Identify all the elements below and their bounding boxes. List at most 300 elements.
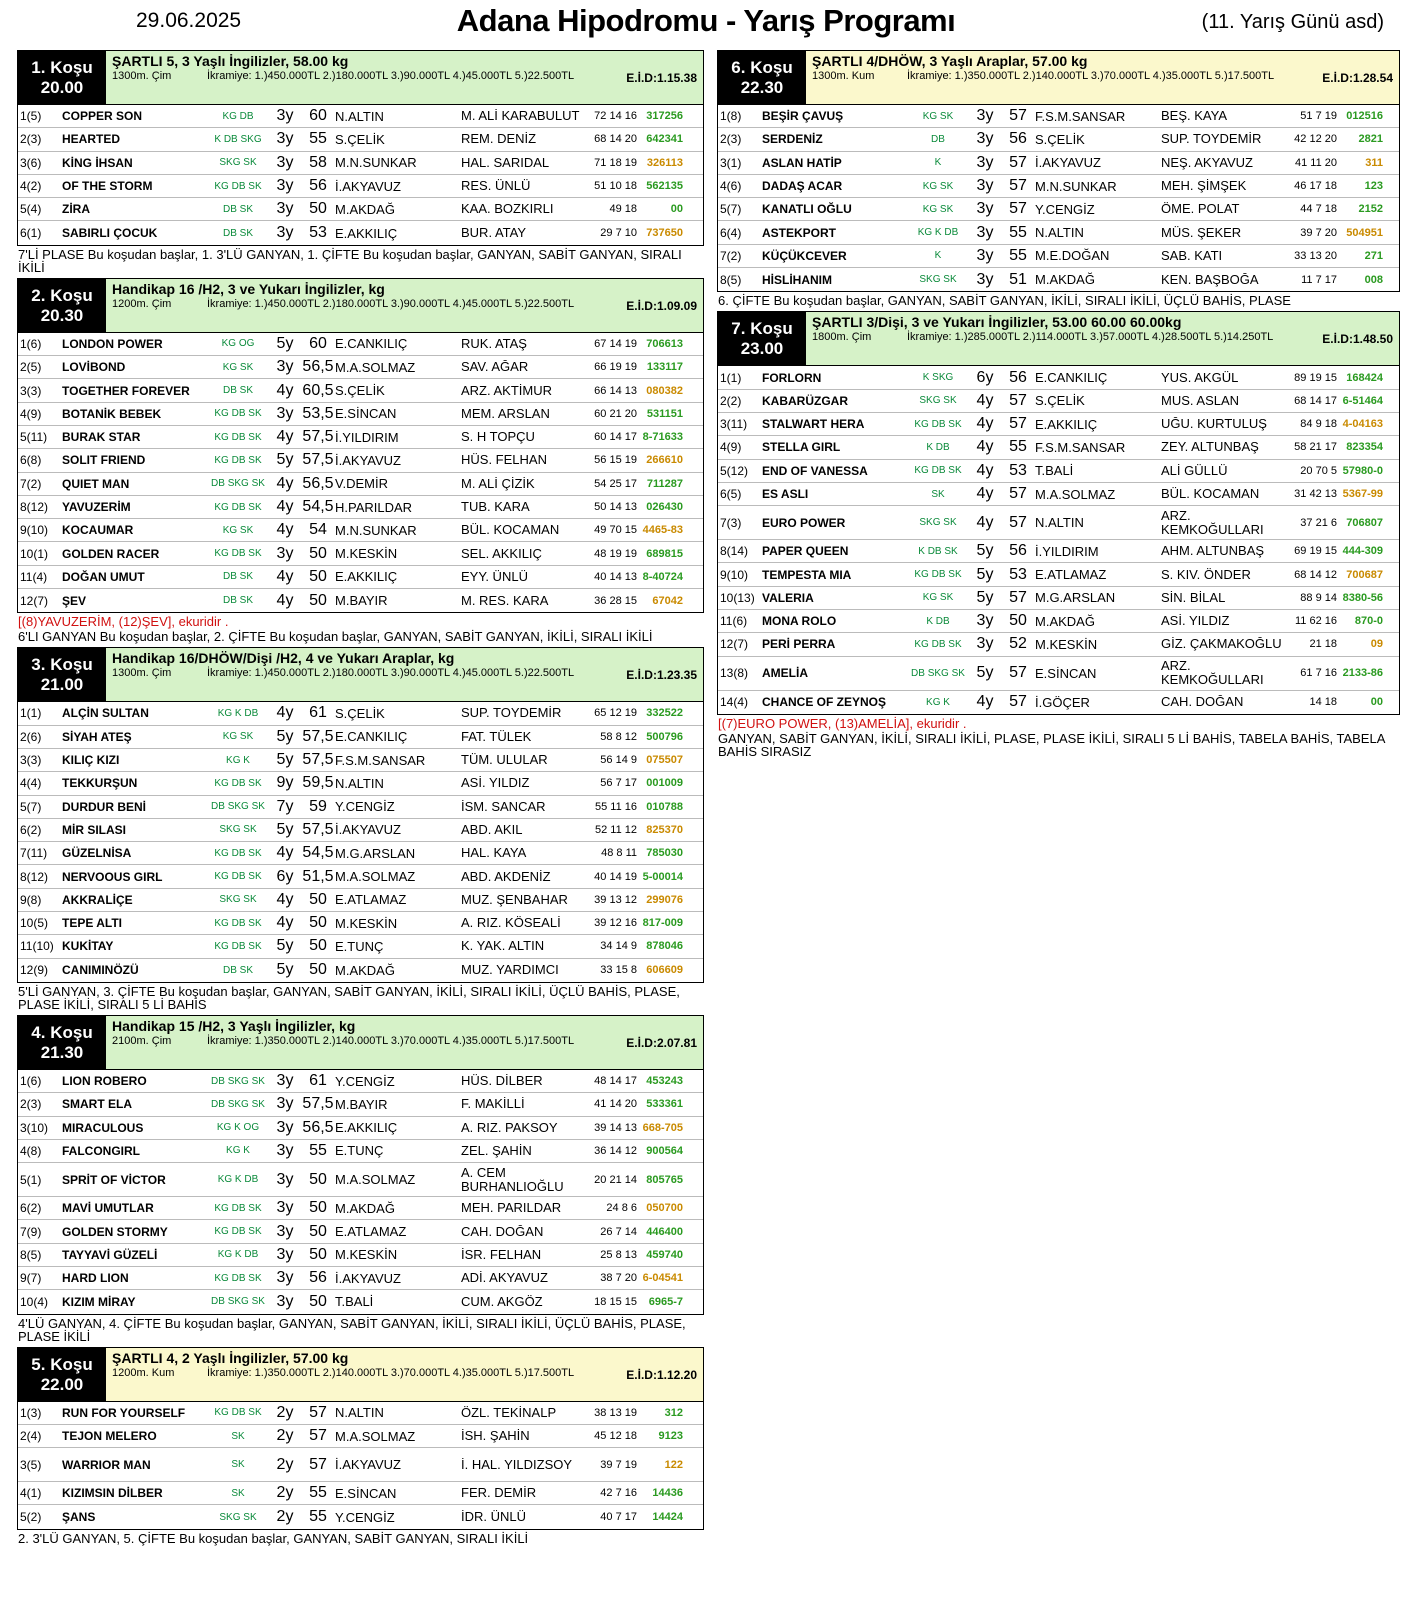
jockey-name: M.N.SUNKAR (335, 522, 417, 538)
owner-name: FAT. TÜLEK (461, 729, 532, 744)
horse-stats: 42 7 16 (600, 1487, 637, 1500)
jockey-name: E.ATLAMAZ (1035, 567, 1107, 583)
horse-row (18, 175, 703, 198)
horse-name: MONA ROLO (762, 614, 837, 629)
horse-name: ŞANS (62, 1510, 96, 1525)
owner-name: K. YAK. ALTIN (461, 939, 545, 954)
horse-stats: 29 7 10 (600, 227, 637, 240)
horse-row (18, 1070, 703, 1093)
race-record: E.İ.D:1.23.35 (626, 668, 697, 683)
horse-age: 5y (276, 820, 294, 838)
horse-weight: 60 (309, 334, 327, 352)
equipment: KG K DB (217, 707, 259, 719)
owner-name: KAA. BOZKIRLI (461, 202, 554, 217)
jockey-name: M.E.DOĞAN (1035, 248, 1110, 264)
horse-number: 2(6) (20, 729, 42, 744)
horse-number: 5(12) (720, 463, 749, 478)
equipment: SKG SK (919, 395, 957, 407)
horse-number: 1(6) (20, 336, 42, 351)
horse-stats: 45 12 18 (594, 1430, 637, 1443)
horse-row (18, 542, 703, 565)
horse-number: 6(5) (720, 487, 742, 501)
horse-stats: 42 12 20 (1294, 133, 1337, 146)
horse-row (18, 865, 703, 888)
horse-row (18, 589, 703, 612)
horse-age: 4y (976, 438, 994, 456)
jockey-name: M.AKDAĞ (335, 1200, 395, 1216)
owner-name: MÜS. ŞEKER (1161, 225, 1242, 240)
jockey-name: M.N.SUNKAR (335, 155, 417, 171)
horse-stats: 68 14 20 (594, 133, 637, 146)
horse-weight: 57 (309, 1427, 327, 1445)
horse-weight: 57 (1009, 153, 1027, 171)
horse-age: 5y (276, 727, 294, 745)
horse-number: 3(6) (20, 155, 42, 170)
horse-number: 3(11) (720, 417, 748, 432)
horse-stats: 51 7 19 (1300, 110, 1337, 123)
horse-weight: 50 (309, 567, 327, 585)
jockey-name: M.KESKİN (335, 546, 398, 562)
horse-number: 1(5) (20, 109, 42, 124)
horse-weight: 50 (309, 1245, 327, 1263)
jockey-name: M.A.SOLMAZ (335, 1172, 416, 1188)
horse-age: 6y (276, 867, 294, 885)
owner-name: BEŞ. KAYA (1161, 109, 1227, 124)
jockey-name: Y.CENGİZ (335, 1073, 395, 1089)
horse-name: FALCONGIRL (62, 1143, 140, 1158)
horse-name: PAPER QUEEN (762, 544, 849, 559)
horse-stats: 52 11 12 (594, 823, 637, 836)
horse-weight: 56,5 (302, 474, 334, 492)
horse-number: 10(5) (20, 916, 49, 931)
horse-name: RUN FOR YOURSELF (62, 1405, 186, 1420)
horse-number: 1(1) (20, 706, 42, 721)
horse-weight: 57,5 (302, 428, 334, 446)
race-block (717, 50, 1400, 292)
horse-weight: 50 (309, 890, 327, 908)
horse-stats: 48 14 17 (594, 1075, 637, 1088)
horse-row (18, 379, 703, 402)
equipment: SKG SK (919, 517, 957, 529)
jockey-name: M.N.SUNKAR (1035, 178, 1117, 194)
jockey-name: M.A.SOLMAZ (335, 869, 416, 885)
horse-weight: 53 (309, 224, 327, 242)
horse-age: 7y (276, 797, 294, 815)
form-figures: 133117 (646, 361, 683, 374)
horse-row (18, 1290, 703, 1313)
equipment: KG K DB (217, 1249, 259, 1261)
equipment: KG DB SK (214, 1272, 262, 1284)
jockey-name: E.SİNCAN (1035, 665, 1097, 681)
horse-stats: 67 14 19 (594, 337, 637, 350)
race-conditions: ŞARTLI 4/DHÖW, 3 Yaşlı Araplar, 57.00 kg (812, 53, 1088, 69)
horse-weight: 58 (309, 153, 327, 171)
jockey-name: E.AKKILIÇ (1035, 416, 1098, 432)
equipment: KG K (226, 1145, 250, 1157)
horse-name: STALWART HERA (762, 417, 865, 432)
race-header (718, 312, 1399, 366)
horse-age: 4y (276, 567, 294, 585)
form-figures: 805765 (646, 1173, 683, 1186)
equipment: SKG SK (219, 157, 257, 169)
horse-weight: 57 (1009, 693, 1027, 711)
owner-name: İSM. SANCAR (461, 799, 546, 814)
horse-age: 3y (276, 1269, 294, 1287)
race-number: 4. Koşu (31, 1022, 93, 1042)
owner-name: ARZ. AKTİMUR (461, 383, 553, 398)
horse-age: 3y (976, 177, 994, 195)
horse-weight: 50 (309, 1170, 327, 1188)
horse-number: 8(5) (20, 1247, 42, 1262)
owner-name: İDR. ÜNLÜ (461, 1510, 527, 1525)
horse-number: 9(10) (720, 567, 749, 582)
race-header (18, 1016, 703, 1070)
form-figures: 606609 (646, 964, 683, 977)
horse-age: 5y (276, 334, 294, 352)
horse-name: SPRİT OF VİCTOR (62, 1172, 166, 1187)
horse-number: 2(3) (720, 132, 742, 147)
horse-age: 3y (276, 1118, 294, 1136)
horse-age: 3y (976, 635, 994, 653)
owner-name: ABD. AKDENİZ (461, 869, 551, 884)
horse-stats: 40 14 19 (594, 870, 637, 883)
horse-number: 1(8) (720, 109, 742, 124)
horse-row (718, 221, 1399, 244)
horse-weight: 50 (309, 200, 327, 218)
horse-stats: 55 11 16 (594, 800, 637, 813)
horse-row (718, 152, 1399, 175)
horse-weight: 56,5 (302, 358, 334, 376)
horse-weight: 53 (1009, 565, 1027, 583)
horse-age: 6y (976, 368, 994, 386)
form-figures: 080382 (646, 384, 683, 397)
race-distance: 1300m. Çim (112, 667, 172, 680)
equipment: KG DB SK (214, 454, 262, 466)
horse-number: 8(12) (20, 869, 49, 884)
horse-row (18, 473, 703, 496)
race-number: 7. Koşu (731, 319, 793, 339)
horse-age: 3y (276, 153, 294, 171)
horse-age: 3y (276, 1292, 294, 1310)
horse-row (18, 819, 703, 842)
horse-row (18, 842, 703, 865)
owner-name: MUS. ASLAN (1161, 393, 1240, 408)
equipment: KG OG (221, 338, 255, 350)
horse-name: SOLIT FRIEND (62, 453, 146, 468)
horse-weight: 61 (309, 1072, 327, 1090)
horse-row (18, 1482, 703, 1505)
equipment: K DB SKG (214, 133, 262, 145)
equipment: KG SK (922, 203, 954, 215)
horse-name: ŞEV (62, 593, 87, 608)
horse-number: 5(7) (20, 799, 42, 814)
owner-name: ZEL. ŞAHİN (461, 1143, 532, 1158)
horse-weight: 50 (309, 937, 327, 955)
horse-name: KIZIM MİRAY (62, 1294, 136, 1309)
horse-number: 7(3) (720, 515, 742, 530)
race-block (717, 311, 1400, 715)
horse-stats: 84 9 18 (1300, 418, 1337, 431)
horse-weight: 61 (309, 704, 327, 722)
horse-row (718, 633, 1399, 656)
equipment: DB (931, 133, 945, 145)
equipment: KG SK (222, 361, 254, 373)
race-time: 22.00 (40, 1374, 84, 1394)
owner-name: ADİ. AKYAVUZ (461, 1271, 548, 1286)
owner-name: UĞU. KURTULUŞ (1161, 417, 1267, 432)
jockey-name: H.PARILDAR (335, 499, 413, 515)
horse-stats: 34 14 9 (600, 940, 637, 953)
form-figures: 668-705 (642, 1121, 683, 1134)
horse-age: 5y (976, 588, 994, 606)
horse-name: ZİRA (62, 202, 90, 217)
horse-name: EURO POWER (762, 515, 846, 530)
horse-stats: 48 8 11 (601, 847, 637, 860)
owner-name: YUS. AKGÜL (1161, 370, 1239, 385)
horse-name: HARD LION (62, 1271, 129, 1286)
horse-weight: 57,5 (302, 751, 334, 769)
jockey-name: E.SİNCAN (335, 1485, 397, 1501)
horse-name: TEPE ALTI (62, 916, 122, 931)
owner-name: HAL. SARIDAL (461, 155, 550, 170)
jockey-name: M.A.SOLMAZ (335, 359, 416, 375)
horse-stats: 40 14 13 (594, 570, 637, 583)
horse-stats: 41 11 20 (1294, 156, 1337, 169)
horse-name: END OF VANESSA (762, 463, 868, 478)
horse-age: 5y (976, 664, 994, 682)
horse-stats: 51 10 18 (594, 180, 637, 193)
jockey-name: E.SİNCAN (335, 406, 397, 422)
race-info (106, 279, 703, 332)
equipment: KG DB SK (914, 465, 962, 477)
owner-name: ÖZL. TEKİNALP (461, 1405, 557, 1420)
horse-age: 2y (276, 1427, 294, 1445)
race-block (17, 50, 704, 246)
horse-stats: 54 25 17 (594, 477, 637, 490)
owner-name: M. ALİ ÇİZİK (461, 476, 535, 491)
race-header (718, 51, 1399, 105)
horse-weight: 57 (1009, 200, 1027, 218)
horse-row (18, 333, 703, 356)
equipment: KG DB SK (214, 940, 262, 952)
horse-number: 8(14) (720, 544, 749, 559)
race-prize: İkramiye: 1.)450.000TL 2.)180.000TL 3.)90.000TL 4.)45.000TL 5.)22.500TL (207, 297, 575, 310)
jockey-name: Y.CENGİZ (335, 1509, 395, 1525)
horse-stats: 39 14 13 (594, 1121, 637, 1134)
owner-name: MEH. PARILDAR (461, 1201, 562, 1216)
equipment: KG DB SK (214, 871, 262, 883)
race-prize: İkramiye: 1.)285.000TL 2.)114.000TL 3.)57.000TL 4.)28.500TL 5.)14.250TL (907, 331, 1274, 344)
horse-row (18, 959, 703, 982)
jockey-name: S.ÇELİK (335, 705, 385, 721)
horse-number: 2(2) (720, 393, 742, 408)
form-figures: 533361 (646, 1098, 683, 1111)
horse-age: 2y (276, 1403, 294, 1421)
equipment: SK (231, 1459, 245, 1471)
horse-stats: 39 12 16 (594, 917, 637, 930)
horse-stats: 36 14 12 (594, 1144, 637, 1157)
owner-name: SİN. BİLAL (1161, 590, 1226, 605)
horse-name: MAVİ UMUTLAR (62, 1201, 154, 1216)
horse-row (718, 563, 1399, 586)
equipment: KG DB SK (214, 548, 262, 560)
equipment: KG DB SK (214, 1202, 262, 1214)
form-figures: 2152 (1358, 203, 1383, 216)
equipment: SK (231, 1430, 245, 1442)
bet-types-note: GANYAN, SABİT GANYAN, İKİLİ, SIRALI İKİLİ, PLASE, PLASE İKİLİ, SIRALI 5 Lİ BAHİS, TABELA BAHİS, TABELA BAHİS SIRASIZ (718, 730, 1385, 759)
horse-stats: 72 14 16 (594, 110, 637, 123)
form-figures: 642341 (646, 133, 683, 146)
horse-weight: 50 (309, 1292, 327, 1310)
race-number-badge (18, 1016, 106, 1069)
horse-name: DURDUR BENİ (62, 799, 146, 814)
owner-name: ÖME. POLAT (1161, 202, 1240, 217)
horse-age: 9y (276, 774, 294, 792)
horse-age: 4y (276, 704, 294, 722)
horse-number: 7(11) (20, 846, 48, 861)
equipment: SK (931, 488, 945, 500)
equipment: KG DB SK (914, 638, 962, 650)
horse-name: FORLORN (762, 370, 822, 385)
horse-weight: 54,5 (302, 498, 334, 515)
owner-name: ASİ. YILDIZ (461, 776, 530, 791)
horse-weight: 54,5 (302, 844, 334, 862)
horse-stats: 60 14 17 (594, 431, 637, 444)
horse-age: 3y (976, 246, 994, 264)
horse-name: TAYYAVİ GÜZELİ (62, 1247, 158, 1262)
form-figures: 122 (664, 1458, 683, 1471)
race-conditions: ŞARTLI 4, 2 Yaşlı İngilizler, 57.00 kg (112, 1349, 349, 1366)
form-figures: 6-04541 (642, 1272, 683, 1285)
owner-name: SEL. AKKILIÇ (461, 546, 542, 561)
horse-weight: 57 (1009, 107, 1027, 125)
horse-name: GÜZELNİSA (62, 846, 132, 861)
horse-stats: 61 7 16 (1300, 667, 1337, 680)
horse-stats: 38 13 19 (594, 1406, 637, 1419)
horse-number: 11(10) (20, 939, 54, 954)
equipment: DB SKG SK (211, 1296, 265, 1308)
owner-name: HÜS. FELHAN (461, 453, 547, 468)
horse-row (718, 657, 1399, 691)
horse-name: KUKİTAY (62, 939, 114, 954)
race-prize: İkramiye: 1.)350.000TL 2.)140.000TL 3.)70.000TL 4.)35.000TL 5.)17.500TL (907, 70, 1275, 82)
equipment: KG DB SK (214, 917, 262, 929)
equipment: DB SKG SK (911, 667, 965, 679)
jockey-name: E.AKKILIÇ (335, 225, 398, 241)
horse-age: 3y (276, 130, 294, 148)
horse-stats: 58 8 12 (600, 730, 637, 743)
form-figures: 332522 (646, 707, 683, 720)
horse-age: 4y (276, 428, 294, 446)
owner-name: ARZ. KEMKOĞULLARI (1161, 508, 1264, 537)
horse-age: 3y (976, 612, 994, 630)
jockey-name: Y.CENGİZ (335, 799, 395, 815)
equipment: KG K DB (917, 227, 959, 239)
jockey-name: İ.YILDIRIM (1035, 543, 1099, 559)
horse-row (718, 483, 1399, 506)
jockey-name: T.BALİ (335, 1294, 374, 1310)
equipment: K DB (926, 441, 950, 453)
horse-row (18, 566, 703, 589)
horse-name: BOTANİK BEBEK (62, 406, 162, 421)
horse-age: 4y (276, 914, 294, 932)
horse-number: 1(1) (720, 370, 742, 385)
horse-weight: 51 (1009, 270, 1027, 288)
owner-name: MEH. ŞİMŞEK (1161, 179, 1247, 194)
horse-name: LION ROBERO (62, 1074, 147, 1089)
horse-name: TOGETHER FOREVER (62, 383, 190, 398)
race-block (17, 647, 704, 983)
jockey-name: E.CANKILIÇ (1035, 370, 1108, 386)
owner-name: ABD. AKIL (461, 822, 523, 837)
jockey-name: E.CANKILIÇ (335, 336, 408, 352)
owner-name: SUP. TOYDEMİR (1161, 132, 1262, 147)
jockey-name: M.KESKİN (1035, 636, 1098, 652)
horse-row (18, 1163, 703, 1197)
form-figures: 168424 (1346, 371, 1383, 384)
horse-row (18, 426, 703, 449)
horse-number: 10(13) (720, 590, 755, 605)
owner-name: ZEY. ALTUNBAŞ (1161, 440, 1259, 455)
horse-row (18, 772, 703, 795)
horse-number: 5(11) (20, 430, 48, 445)
horse-row (18, 519, 703, 542)
horse-number: 3(5) (20, 1457, 42, 1472)
horse-age: 5y (276, 961, 294, 979)
race-number-badge (718, 312, 806, 365)
form-figures: 008 (1364, 273, 1383, 286)
form-figures: 444-309 (1342, 545, 1383, 558)
race-info (106, 1016, 703, 1069)
form-figures: 870-0 (1354, 615, 1383, 628)
jockey-name: İ.YILDIRIM (335, 429, 399, 445)
horse-weight: 57 (1009, 391, 1027, 409)
race-prize: İkramiye: 1.)350.000TL 2.)140.000TL 3.)70.000TL 4.)35.000TL 5.)17.500TL (207, 1366, 575, 1379)
jockey-name: S.ÇELİK (1035, 393, 1085, 409)
form-figures: 012516 (1346, 110, 1383, 123)
form-figures: 531151 (646, 407, 683, 420)
horse-number: 14(4) (720, 695, 749, 710)
horse-name: DOĞAN UMUT (62, 569, 145, 584)
equipment: KG DB SK (214, 777, 262, 789)
equipment: K SKG (922, 372, 954, 384)
horse-stats: 39 7 19 (600, 1458, 637, 1471)
form-figures: 706807 (1346, 516, 1383, 529)
equipment: KG DB SK (214, 180, 262, 192)
form-figures: 09 (1370, 638, 1383, 651)
equipment: KG K (926, 696, 950, 708)
form-figures: 446400 (646, 1225, 683, 1238)
horse-age: 3y (976, 107, 994, 125)
owner-name: TÜM. ULULAR (461, 753, 548, 768)
horse-name: BEŞİR ÇAVUŞ (762, 109, 844, 124)
jockey-name: İ.AKYAVUZ (335, 452, 401, 468)
horse-stats: 50 14 13 (594, 501, 637, 513)
horse-number: 3(3) (20, 383, 42, 398)
equipment: DB SKG SK (211, 478, 265, 490)
bet-types-note: 4'LÜ GANYAN, 4. ÇİFTE Bu koşudan başlar, GANYAN, SABİT GANYAN, İKİLİ, SIRALI İKİLİ, ÜÇLÜ BAHİS, PLASE, PLASE İKİLİ (18, 1315, 686, 1344)
horse-row (18, 702, 703, 725)
bet-types-note: 5'Lİ GANYAN, 3. ÇİFTE Bu koşudan başlar, GANYAN, SABİT GANYAN, İKİLİ, SIRALI İKİLİ, ÜÇLÜ BAHİS, PLASE, PLASE İKİLİ, SIRALI 5 Lİ BAHİS (18, 983, 680, 1012)
ekuri-note: [(8)YAVUZERİM, (12)ŞEV], ekuridir . (18, 614, 229, 630)
horse-number: 9(7) (20, 1271, 42, 1286)
owner-name: HAL. KAYA (461, 846, 527, 861)
equipment: KG DB SK (214, 431, 262, 443)
horse-stats: 36 28 15 (594, 594, 637, 607)
equipment: SKG SK (219, 824, 257, 836)
horse-weight: 57 (1009, 588, 1027, 606)
horse-stats: 40 7 17 (600, 1511, 637, 1524)
